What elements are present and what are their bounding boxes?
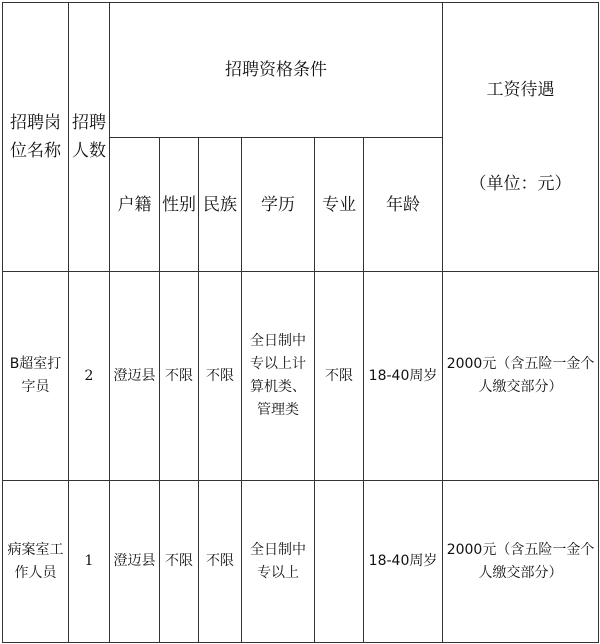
cell-position: 病案室工作人员 — [3, 481, 69, 643]
header-age: 年龄 — [364, 138, 443, 272]
header-salary-label: 工资待遇 — [486, 80, 555, 100]
header-gender: 性别 — [160, 138, 199, 272]
header-position-name: 招聘岗位名称 — [3, 3, 69, 272]
cell-count: 1 — [69, 481, 110, 643]
header-salary-unit: （单位：元） — [469, 174, 572, 194]
cell-age: 18-40周岁 — [364, 272, 443, 481]
cell-education: 全日制中专以上计算机类、管理类 — [242, 272, 315, 481]
cell-hukou: 澄迈县 — [110, 272, 160, 481]
header-ethnicity: 民族 — [199, 138, 242, 272]
cell-gender: 不限 — [160, 481, 199, 643]
cell-major — [315, 481, 364, 643]
cell-education: 全日制中专以上 — [242, 481, 315, 643]
header-major: 专业 — [315, 138, 364, 272]
cell-hukou: 澄迈县 — [110, 481, 160, 643]
header-hukou: 户籍 — [110, 138, 160, 272]
cell-ethnicity: 不限 — [199, 272, 242, 481]
cell-gender: 不限 — [160, 272, 199, 481]
recruitment-table — [2, 2, 599, 643]
cell-count: 2 — [69, 272, 110, 481]
cell-age: 18-40周岁 — [364, 481, 443, 643]
table-row — [3, 272, 599, 481]
cell-salary: 2000元（含五险一金个人缴交部分） — [443, 481, 599, 643]
cell-position: B超室打字员 — [3, 272, 69, 481]
header-count: 招聘人数 — [69, 3, 110, 272]
cell-ethnicity: 不限 — [199, 481, 242, 643]
header-qualifications: 招聘资格条件 — [110, 3, 443, 138]
cell-major: 不限 — [315, 272, 364, 481]
table-row — [3, 481, 599, 643]
header-salary — [443, 3, 599, 272]
header-education: 学历 — [242, 138, 315, 272]
cell-salary: 2000元（含五险一金个人缴交部分） — [443, 272, 599, 481]
